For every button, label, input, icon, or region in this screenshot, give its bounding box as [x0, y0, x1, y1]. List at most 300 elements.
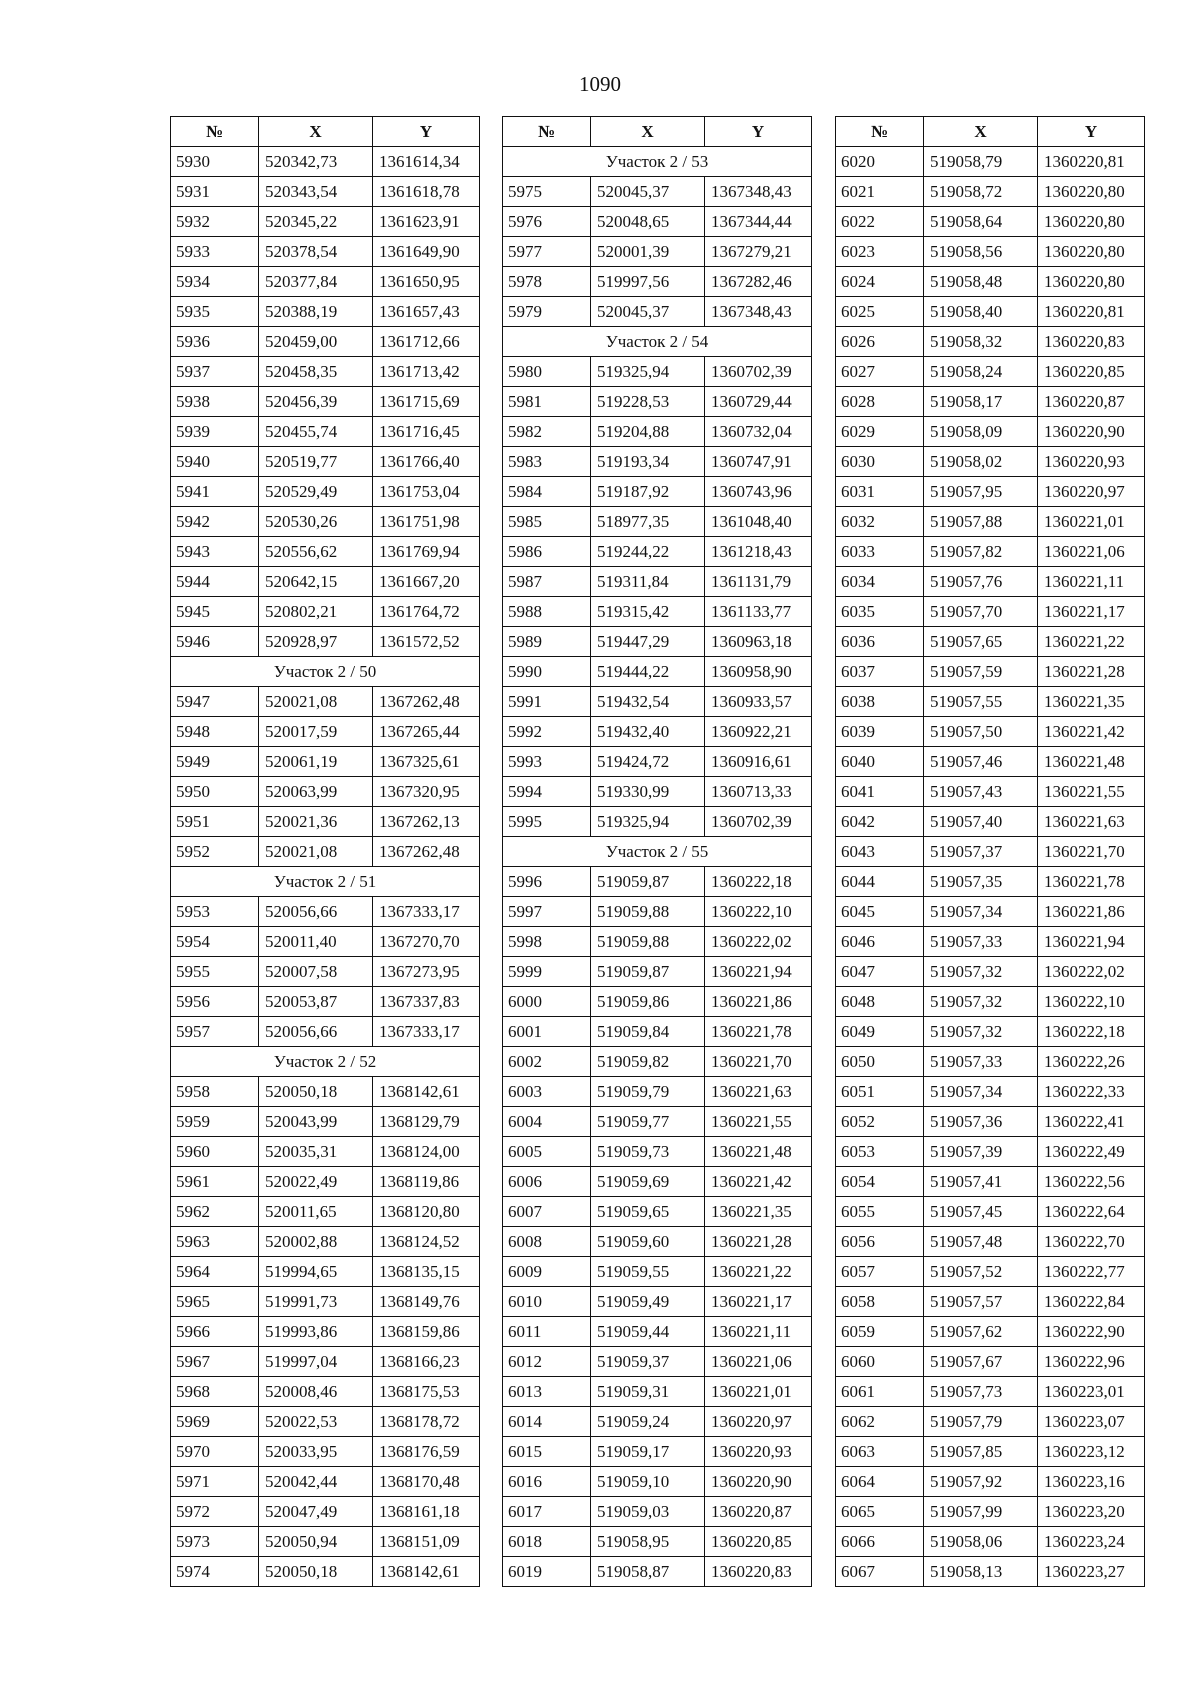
x-coordinate-cell: 519057,95 — [924, 477, 1038, 507]
x-coordinate-cell: 520053,87 — [259, 987, 373, 1017]
point-number-cell: 5942 — [171, 507, 259, 537]
point-number-cell: 5966 — [171, 1317, 259, 1347]
x-coordinate-cell: 519057,79 — [924, 1407, 1038, 1437]
table-row — [171, 177, 480, 207]
coordinates-table-2 — [502, 116, 812, 1587]
table-row — [503, 1317, 812, 1347]
point-number-cell: 6040 — [836, 747, 924, 777]
column-header-number: № — [171, 117, 259, 147]
point-number-cell: 5978 — [503, 267, 591, 297]
x-coordinate-cell: 520061,19 — [259, 747, 373, 777]
table-row — [836, 1137, 1145, 1167]
point-number-cell: 5943 — [171, 537, 259, 567]
y-coordinate-cell: 1361218,43 — [705, 537, 812, 567]
point-number-cell: 6048 — [836, 987, 924, 1017]
table-row — [503, 1107, 812, 1137]
x-coordinate-cell: 519057,65 — [924, 627, 1038, 657]
table-row — [171, 687, 480, 717]
table-row — [171, 357, 480, 387]
point-number-cell: 6041 — [836, 777, 924, 807]
y-coordinate-cell: 1367282,46 — [705, 267, 812, 297]
table-row — [836, 1167, 1145, 1197]
point-number-cell: 6005 — [503, 1137, 591, 1167]
y-coordinate-cell: 1360222,96 — [1038, 1347, 1145, 1377]
x-coordinate-cell: 520345,22 — [259, 207, 373, 237]
y-coordinate-cell: 1360729,44 — [705, 387, 812, 417]
point-number-cell: 5975 — [503, 177, 591, 207]
x-coordinate-cell: 520022,53 — [259, 1407, 373, 1437]
point-number-cell: 6026 — [836, 327, 924, 357]
y-coordinate-cell: 1361712,66 — [373, 327, 480, 357]
x-coordinate-cell: 519058,72 — [924, 177, 1038, 207]
x-coordinate-cell: 519059,87 — [591, 867, 705, 897]
point-number-cell: 5952 — [171, 837, 259, 867]
y-coordinate-cell: 1360221,78 — [1038, 867, 1145, 897]
x-coordinate-cell: 519059,31 — [591, 1377, 705, 1407]
x-coordinate-cell: 520050,18 — [259, 1077, 373, 1107]
section-title: Участок 2 / 53 — [503, 147, 812, 177]
x-coordinate-cell: 520011,40 — [259, 927, 373, 957]
y-coordinate-cell: 1360220,81 — [1038, 147, 1145, 177]
table-row — [836, 837, 1145, 867]
point-number-cell: 5953 — [171, 897, 259, 927]
point-number-cell: 5931 — [171, 177, 259, 207]
section-row — [503, 327, 812, 357]
table-row — [171, 1107, 480, 1137]
point-number-cell: 5994 — [503, 777, 591, 807]
table-row — [171, 927, 480, 957]
y-coordinate-cell: 1361753,04 — [373, 477, 480, 507]
y-coordinate-cell: 1368151,09 — [373, 1527, 480, 1557]
point-number-cell: 5971 — [171, 1467, 259, 1497]
table-row — [171, 807, 480, 837]
x-coordinate-cell: 520045,37 — [591, 177, 705, 207]
point-number-cell: 6061 — [836, 1377, 924, 1407]
y-coordinate-cell: 1361623,91 — [373, 207, 480, 237]
table-row — [503, 177, 812, 207]
y-coordinate-cell: 1360220,97 — [1038, 477, 1145, 507]
table-header-row — [171, 117, 480, 147]
point-number-cell: 5958 — [171, 1077, 259, 1107]
point-number-cell: 6016 — [503, 1467, 591, 1497]
x-coordinate-cell: 519059,24 — [591, 1407, 705, 1437]
x-coordinate-cell: 519057,32 — [924, 957, 1038, 987]
table-row — [836, 267, 1145, 297]
table-row — [503, 927, 812, 957]
table-row — [836, 1077, 1145, 1107]
x-coordinate-cell: 520050,94 — [259, 1527, 373, 1557]
point-number-cell: 5990 — [503, 657, 591, 687]
x-coordinate-cell: 519059,60 — [591, 1227, 705, 1257]
x-coordinate-cell: 520011,65 — [259, 1197, 373, 1227]
table-row — [836, 327, 1145, 357]
x-coordinate-cell: 520378,54 — [259, 237, 373, 267]
point-number-cell: 5967 — [171, 1347, 259, 1377]
y-coordinate-cell: 1360220,85 — [705, 1527, 812, 1557]
point-number-cell: 5991 — [503, 687, 591, 717]
table-row — [836, 1287, 1145, 1317]
x-coordinate-cell: 520021,36 — [259, 807, 373, 837]
y-coordinate-cell: 1360221,55 — [1038, 777, 1145, 807]
x-coordinate-cell: 519059,10 — [591, 1467, 705, 1497]
table-row — [171, 327, 480, 357]
y-coordinate-cell: 1368170,48 — [373, 1467, 480, 1497]
table-row — [171, 447, 480, 477]
x-coordinate-cell: 520001,39 — [591, 237, 705, 267]
y-coordinate-cell: 1368124,52 — [373, 1227, 480, 1257]
x-coordinate-cell: 519058,13 — [924, 1557, 1038, 1587]
x-coordinate-cell: 519057,36 — [924, 1107, 1038, 1137]
table-row — [171, 987, 480, 1017]
y-coordinate-cell: 1367320,95 — [373, 777, 480, 807]
point-number-cell: 5962 — [171, 1197, 259, 1227]
y-coordinate-cell: 1360221,55 — [705, 1107, 812, 1137]
table-row — [171, 1317, 480, 1347]
x-coordinate-cell: 519057,62 — [924, 1317, 1038, 1347]
table-row — [171, 267, 480, 297]
point-number-cell: 5933 — [171, 237, 259, 267]
y-coordinate-cell: 1360221,42 — [705, 1167, 812, 1197]
table-row — [836, 417, 1145, 447]
x-coordinate-cell: 520928,97 — [259, 627, 373, 657]
column-header-x: X — [591, 117, 705, 147]
y-coordinate-cell: 1361716,45 — [373, 417, 480, 447]
point-number-cell: 6036 — [836, 627, 924, 657]
table-row — [836, 357, 1145, 387]
table-row — [836, 207, 1145, 237]
point-number-cell: 5963 — [171, 1227, 259, 1257]
x-coordinate-cell: 520530,26 — [259, 507, 373, 537]
x-coordinate-cell: 519059,77 — [591, 1107, 705, 1137]
point-number-cell: 6056 — [836, 1227, 924, 1257]
y-coordinate-cell: 1368161,18 — [373, 1497, 480, 1527]
table-row — [836, 657, 1145, 687]
point-number-cell: 5981 — [503, 387, 591, 417]
point-number-cell: 6057 — [836, 1257, 924, 1287]
point-number-cell: 6006 — [503, 1167, 591, 1197]
table-row — [836, 627, 1145, 657]
table-row — [171, 237, 480, 267]
table-row — [171, 567, 480, 597]
point-number-cell: 6039 — [836, 717, 924, 747]
table-row — [503, 237, 812, 267]
y-coordinate-cell: 1367262,48 — [373, 687, 480, 717]
y-coordinate-cell: 1367348,43 — [705, 297, 812, 327]
y-coordinate-cell: 1361713,42 — [373, 357, 480, 387]
table-row — [836, 1347, 1145, 1377]
section-title: Участок 2 / 55 — [503, 837, 812, 867]
y-coordinate-cell: 1367265,44 — [373, 717, 480, 747]
table-row — [171, 1347, 480, 1377]
table-row — [171, 417, 480, 447]
y-coordinate-cell: 1360220,90 — [705, 1467, 812, 1497]
point-number-cell: 6027 — [836, 357, 924, 387]
y-coordinate-cell: 1361614,34 — [373, 147, 480, 177]
x-coordinate-cell: 519059,65 — [591, 1197, 705, 1227]
x-coordinate-cell: 519057,37 — [924, 837, 1038, 867]
y-coordinate-cell: 1360222,10 — [1038, 987, 1145, 1017]
y-coordinate-cell: 1360220,90 — [1038, 417, 1145, 447]
point-number-cell: 5932 — [171, 207, 259, 237]
table-row — [503, 1557, 812, 1587]
y-coordinate-cell: 1360221,28 — [1038, 657, 1145, 687]
table-row — [171, 717, 480, 747]
y-coordinate-cell: 1361618,78 — [373, 177, 480, 207]
table-row — [836, 1497, 1145, 1527]
table-header-row — [836, 117, 1145, 147]
point-number-cell: 6004 — [503, 1107, 591, 1137]
y-coordinate-cell: 1360221,86 — [1038, 897, 1145, 927]
table-row — [836, 1407, 1145, 1437]
x-coordinate-cell: 519187,92 — [591, 477, 705, 507]
y-coordinate-cell: 1360743,96 — [705, 477, 812, 507]
point-number-cell: 5987 — [503, 567, 591, 597]
y-coordinate-cell: 1361048,40 — [705, 507, 812, 537]
y-coordinate-cell: 1367348,43 — [705, 177, 812, 207]
x-coordinate-cell: 519057,99 — [924, 1497, 1038, 1527]
x-coordinate-cell: 519059,87 — [591, 957, 705, 987]
table-header-row — [503, 117, 812, 147]
point-number-cell: 5979 — [503, 297, 591, 327]
page-number: 1090 — [579, 72, 621, 96]
point-number-cell: 5973 — [171, 1527, 259, 1557]
y-coordinate-cell: 1360222,77 — [1038, 1257, 1145, 1287]
y-coordinate-cell: 1368119,86 — [373, 1167, 480, 1197]
point-number-cell: 6019 — [503, 1557, 591, 1587]
x-coordinate-cell: 519444,22 — [591, 657, 705, 687]
y-coordinate-cell: 1368178,72 — [373, 1407, 480, 1437]
table-row — [171, 1437, 480, 1467]
x-coordinate-cell: 519057,46 — [924, 747, 1038, 777]
coordinates-table-1 — [170, 116, 480, 1587]
point-number-cell: 6017 — [503, 1497, 591, 1527]
table-row — [171, 1167, 480, 1197]
x-coordinate-cell: 520459,00 — [259, 327, 373, 357]
table-row — [836, 957, 1145, 987]
x-coordinate-cell: 520556,62 — [259, 537, 373, 567]
point-number-cell: 5988 — [503, 597, 591, 627]
y-coordinate-cell: 1368176,59 — [373, 1437, 480, 1467]
x-coordinate-cell: 520002,88 — [259, 1227, 373, 1257]
point-number-cell: 6024 — [836, 267, 924, 297]
table-row — [836, 1257, 1145, 1287]
y-coordinate-cell: 1367262,13 — [373, 807, 480, 837]
point-number-cell: 5938 — [171, 387, 259, 417]
table-row — [503, 1467, 812, 1497]
table-row — [171, 957, 480, 987]
y-coordinate-cell: 1361650,95 — [373, 267, 480, 297]
y-coordinate-cell: 1361769,94 — [373, 537, 480, 567]
y-coordinate-cell: 1368129,79 — [373, 1107, 480, 1137]
point-number-cell: 5974 — [171, 1557, 259, 1587]
x-coordinate-cell: 520343,54 — [259, 177, 373, 207]
table-row — [503, 897, 812, 927]
point-number-cell: 6046 — [836, 927, 924, 957]
table-row — [171, 1257, 480, 1287]
table-row — [171, 297, 480, 327]
table-row — [503, 867, 812, 897]
y-coordinate-cell: 1360220,80 — [1038, 207, 1145, 237]
x-coordinate-cell: 519193,34 — [591, 447, 705, 477]
table-row — [503, 1497, 812, 1527]
point-number-cell: 5934 — [171, 267, 259, 297]
table-row — [503, 1287, 812, 1317]
x-coordinate-cell: 520458,35 — [259, 357, 373, 387]
table-row — [836, 867, 1145, 897]
x-coordinate-cell: 519993,86 — [259, 1317, 373, 1347]
y-coordinate-cell: 1367279,21 — [705, 237, 812, 267]
y-coordinate-cell: 1361649,90 — [373, 237, 480, 267]
table-row — [503, 1167, 812, 1197]
x-coordinate-cell: 519325,94 — [591, 807, 705, 837]
x-coordinate-cell: 519059,84 — [591, 1017, 705, 1047]
x-coordinate-cell: 519059,69 — [591, 1167, 705, 1197]
point-number-cell: 5950 — [171, 777, 259, 807]
y-coordinate-cell: 1368149,76 — [373, 1287, 480, 1317]
table-row — [171, 837, 480, 867]
point-number-cell: 6038 — [836, 687, 924, 717]
x-coordinate-cell: 520048,65 — [591, 207, 705, 237]
table-row — [171, 627, 480, 657]
x-coordinate-cell: 519058,17 — [924, 387, 1038, 417]
point-number-cell: 6060 — [836, 1347, 924, 1377]
point-number-cell: 5969 — [171, 1407, 259, 1437]
point-number-cell: 5977 — [503, 237, 591, 267]
point-number-cell: 5965 — [171, 1287, 259, 1317]
table-row — [171, 507, 480, 537]
point-number-cell: 6003 — [503, 1077, 591, 1107]
point-number-cell: 6020 — [836, 147, 924, 177]
table-row — [836, 927, 1145, 957]
y-coordinate-cell: 1360916,61 — [705, 747, 812, 777]
x-coordinate-cell: 519997,04 — [259, 1347, 373, 1377]
y-coordinate-cell: 1360222,90 — [1038, 1317, 1145, 1347]
point-number-cell: 5999 — [503, 957, 591, 987]
y-coordinate-cell: 1360702,39 — [705, 357, 812, 387]
point-number-cell: 5951 — [171, 807, 259, 837]
table-row — [503, 1077, 812, 1107]
x-coordinate-cell: 520456,39 — [259, 387, 373, 417]
y-coordinate-cell: 1360221,17 — [1038, 597, 1145, 627]
point-number-cell: 6063 — [836, 1437, 924, 1467]
y-coordinate-cell: 1361572,52 — [373, 627, 480, 657]
table-row — [171, 1287, 480, 1317]
point-number-cell: 5936 — [171, 327, 259, 357]
y-coordinate-cell: 1360221,42 — [1038, 717, 1145, 747]
x-coordinate-cell: 520022,49 — [259, 1167, 373, 1197]
y-coordinate-cell: 1367333,17 — [373, 1017, 480, 1047]
x-coordinate-cell: 519057,59 — [924, 657, 1038, 687]
x-coordinate-cell: 520377,84 — [259, 267, 373, 297]
table-row — [836, 537, 1145, 567]
y-coordinate-cell: 1360747,91 — [705, 447, 812, 477]
y-coordinate-cell: 1360221,22 — [705, 1257, 812, 1287]
point-number-cell: 6052 — [836, 1107, 924, 1137]
x-coordinate-cell: 519059,37 — [591, 1347, 705, 1377]
y-coordinate-cell: 1361667,20 — [373, 567, 480, 597]
point-number-cell: 5964 — [171, 1257, 259, 1287]
point-number-cell: 5970 — [171, 1437, 259, 1467]
table-row — [836, 1527, 1145, 1557]
y-coordinate-cell: 1360221,06 — [705, 1347, 812, 1377]
y-coordinate-cell: 1367325,61 — [373, 747, 480, 777]
table-row — [836, 747, 1145, 777]
point-number-cell: 5947 — [171, 687, 259, 717]
x-coordinate-cell: 519059,03 — [591, 1497, 705, 1527]
x-coordinate-cell: 519057,33 — [924, 1047, 1038, 1077]
x-coordinate-cell: 519057,76 — [924, 567, 1038, 597]
point-number-cell: 6065 — [836, 1497, 924, 1527]
y-coordinate-cell: 1360922,21 — [705, 717, 812, 747]
point-number-cell: 6007 — [503, 1197, 591, 1227]
x-coordinate-cell: 520017,59 — [259, 717, 373, 747]
table-row — [171, 1527, 480, 1557]
x-coordinate-cell: 519204,88 — [591, 417, 705, 447]
y-coordinate-cell: 1360221,86 — [705, 987, 812, 1017]
x-coordinate-cell: 520007,58 — [259, 957, 373, 987]
y-coordinate-cell: 1360220,80 — [1038, 237, 1145, 267]
table-row — [836, 147, 1145, 177]
y-coordinate-cell: 1360223,20 — [1038, 1497, 1145, 1527]
point-number-cell: 6034 — [836, 567, 924, 597]
table-row — [836, 1017, 1145, 1047]
section-row — [171, 867, 480, 897]
y-coordinate-cell: 1360221,70 — [1038, 837, 1145, 867]
point-number-cell: 6050 — [836, 1047, 924, 1077]
x-coordinate-cell: 519058,87 — [591, 1557, 705, 1587]
table-row — [171, 1017, 480, 1047]
table-row — [503, 507, 812, 537]
table-row — [503, 417, 812, 447]
table-row — [503, 297, 812, 327]
table-row — [503, 357, 812, 387]
x-coordinate-cell: 519432,40 — [591, 717, 705, 747]
y-coordinate-cell: 1360963,18 — [705, 627, 812, 657]
x-coordinate-cell: 519058,06 — [924, 1527, 1038, 1557]
table-row — [171, 747, 480, 777]
table-row — [171, 1377, 480, 1407]
x-coordinate-cell: 519424,72 — [591, 747, 705, 777]
column-header-y: Y — [1038, 117, 1145, 147]
table-row — [836, 717, 1145, 747]
table-row — [503, 597, 812, 627]
point-number-cell: 5997 — [503, 897, 591, 927]
x-coordinate-cell: 520021,08 — [259, 687, 373, 717]
table-row — [171, 477, 480, 507]
point-number-cell: 5955 — [171, 957, 259, 987]
y-coordinate-cell: 1360933,57 — [705, 687, 812, 717]
x-coordinate-cell: 520519,77 — [259, 447, 373, 477]
table-row — [503, 207, 812, 237]
y-coordinate-cell: 1360222,84 — [1038, 1287, 1145, 1317]
y-coordinate-cell: 1360222,56 — [1038, 1167, 1145, 1197]
y-coordinate-cell: 1368135,15 — [373, 1257, 480, 1287]
table-row — [836, 1437, 1145, 1467]
table-row — [503, 537, 812, 567]
y-coordinate-cell: 1367337,83 — [373, 987, 480, 1017]
x-coordinate-cell: 519057,82 — [924, 537, 1038, 567]
y-coordinate-cell: 1361715,69 — [373, 387, 480, 417]
table-row — [171, 897, 480, 927]
section-title: Участок 2 / 51 — [171, 867, 480, 897]
x-coordinate-cell: 520056,66 — [259, 1017, 373, 1047]
x-coordinate-cell: 519325,94 — [591, 357, 705, 387]
x-coordinate-cell: 520056,66 — [259, 897, 373, 927]
table-row — [836, 297, 1145, 327]
table-row — [836, 177, 1145, 207]
table-row — [836, 477, 1145, 507]
x-coordinate-cell: 520802,21 — [259, 597, 373, 627]
